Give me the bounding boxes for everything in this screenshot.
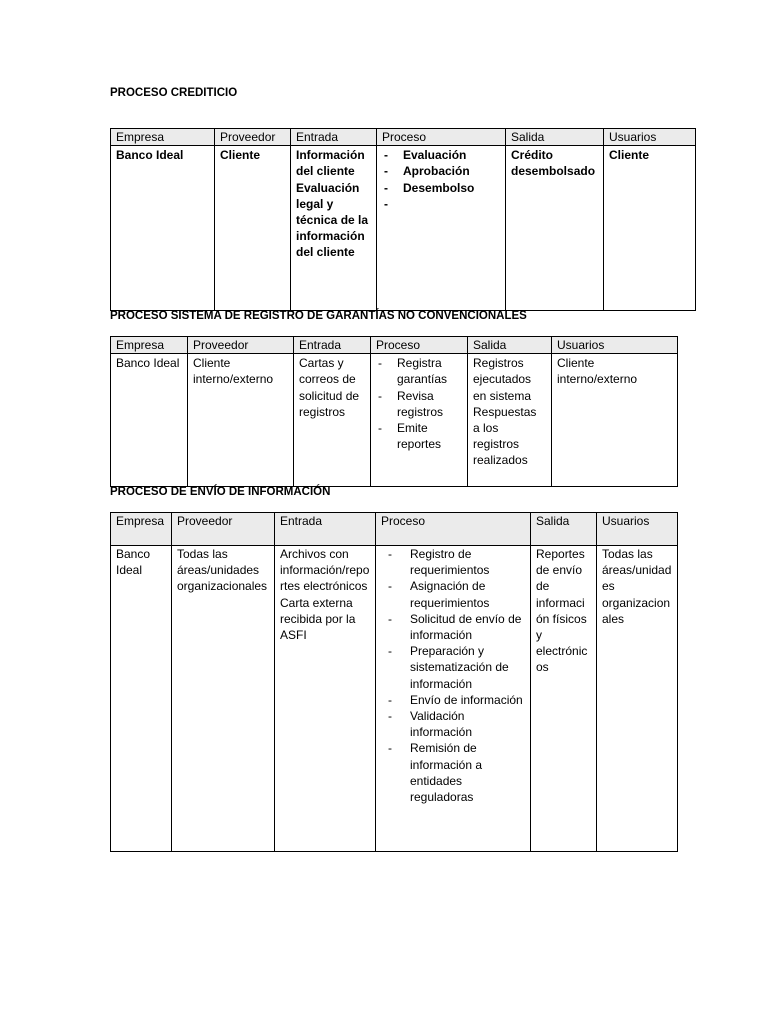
table-row	[111, 354, 678, 487]
table-row	[111, 546, 678, 852]
process-step: - Remisión de información a entidades reguladoras	[381, 740, 525, 805]
process-step: - Validación información	[381, 708, 525, 740]
cell-usuarios: Cliente	[604, 146, 696, 311]
process-step: - Revisa registros	[376, 388, 462, 420]
header-empresa: Empresa	[111, 337, 188, 354]
cell-entrada: Información del cliente Evaluación legal y técnica de la información del cliente	[291, 146, 377, 311]
process-step: - Preparación y sistematización de información	[381, 643, 525, 692]
cell-proceso	[371, 354, 468, 487]
cell-empresa: Banco Ideal	[111, 146, 215, 311]
process-step: - Envío de información	[381, 692, 525, 708]
process-step: - Asignación de requerimientos	[381, 578, 525, 610]
cell-empresa: Banco Ideal	[111, 546, 172, 852]
cell-salida: Reportes de envío de información físicos y electrónicos	[531, 546, 597, 852]
header-usuarios: Usuarios	[552, 337, 678, 354]
header-proveedor: Proveedor	[172, 513, 275, 546]
process-step: - Emite reportes	[376, 420, 462, 452]
cell-usuarios: Todas las áreas/unidades organizacionales	[597, 546, 678, 852]
header-entrada: Entrada	[294, 337, 371, 354]
header-empresa: Empresa	[111, 129, 215, 146]
process-step: - Registra garantías	[376, 355, 462, 387]
process-step: - Solicitud de envío de información	[381, 611, 525, 643]
cell-entrada: Cartas y correos de solicitud de registros	[294, 354, 371, 487]
process-list	[376, 355, 462, 452]
table-header-row	[111, 129, 696, 146]
header-entrada: Entrada	[275, 513, 376, 546]
table-header-row	[111, 513, 678, 546]
process-step: - Desembolso	[382, 180, 500, 196]
header-proceso: Proceso	[371, 337, 468, 354]
table-row	[111, 146, 696, 311]
header-usuarios: Usuarios	[604, 129, 696, 146]
cell-entrada: Archivos con información/reportes electrónicos Carta externa recibida por la ASFI	[275, 546, 376, 852]
header-proveedor: Proveedor	[215, 129, 291, 146]
header-proceso: Proceso	[376, 513, 531, 546]
process-list	[381, 546, 525, 805]
cell-proveedor: Cliente	[215, 146, 291, 311]
cell-proveedor: Cliente interno/externo	[188, 354, 294, 487]
table-registro-garantias	[110, 336, 678, 487]
cell-empresa: Banco Ideal	[111, 354, 188, 487]
header-salida: Salida	[468, 337, 552, 354]
process-step: - Registro de requerimientos	[381, 546, 525, 578]
cell-usuarios: Cliente interno/externo	[552, 354, 678, 487]
cell-proceso	[376, 546, 531, 852]
header-salida: Salida	[506, 129, 604, 146]
table-proceso-crediticio	[110, 128, 696, 311]
cell-salida: Registros ejecutados en sistema Respuestas a los registros realizados	[468, 354, 552, 487]
process-step: - Evaluación	[382, 147, 500, 163]
section-title-envio-informacion: PROCESO DE ENVÍO DE INFORMACIÓN	[110, 486, 331, 498]
section-title-registro-garantias: PROCESO SISTEMA DE REGISTRO DE GARANTÍAS NO CONVENCIONALES	[110, 310, 527, 322]
header-proceso: Proceso	[377, 129, 506, 146]
process-step: - Aprobación	[382, 163, 500, 179]
header-empresa: Empresa	[111, 513, 172, 546]
cell-proceso	[377, 146, 506, 311]
table-envio-informacion	[110, 512, 678, 852]
cell-proveedor: Todas las áreas/unidades organizacionales	[172, 546, 275, 852]
header-salida: Salida	[531, 513, 597, 546]
header-entrada: Entrada	[291, 129, 377, 146]
process-step	[382, 196, 500, 212]
header-usuarios: Usuarios	[597, 513, 678, 546]
table-header-row	[111, 337, 678, 354]
process-list	[382, 147, 500, 212]
cell-salida: Crédito desembolsado	[506, 146, 604, 311]
header-proveedor: Proveedor	[188, 337, 294, 354]
section-title-proceso-crediticio: PROCESO CREDITICIO	[110, 87, 238, 99]
